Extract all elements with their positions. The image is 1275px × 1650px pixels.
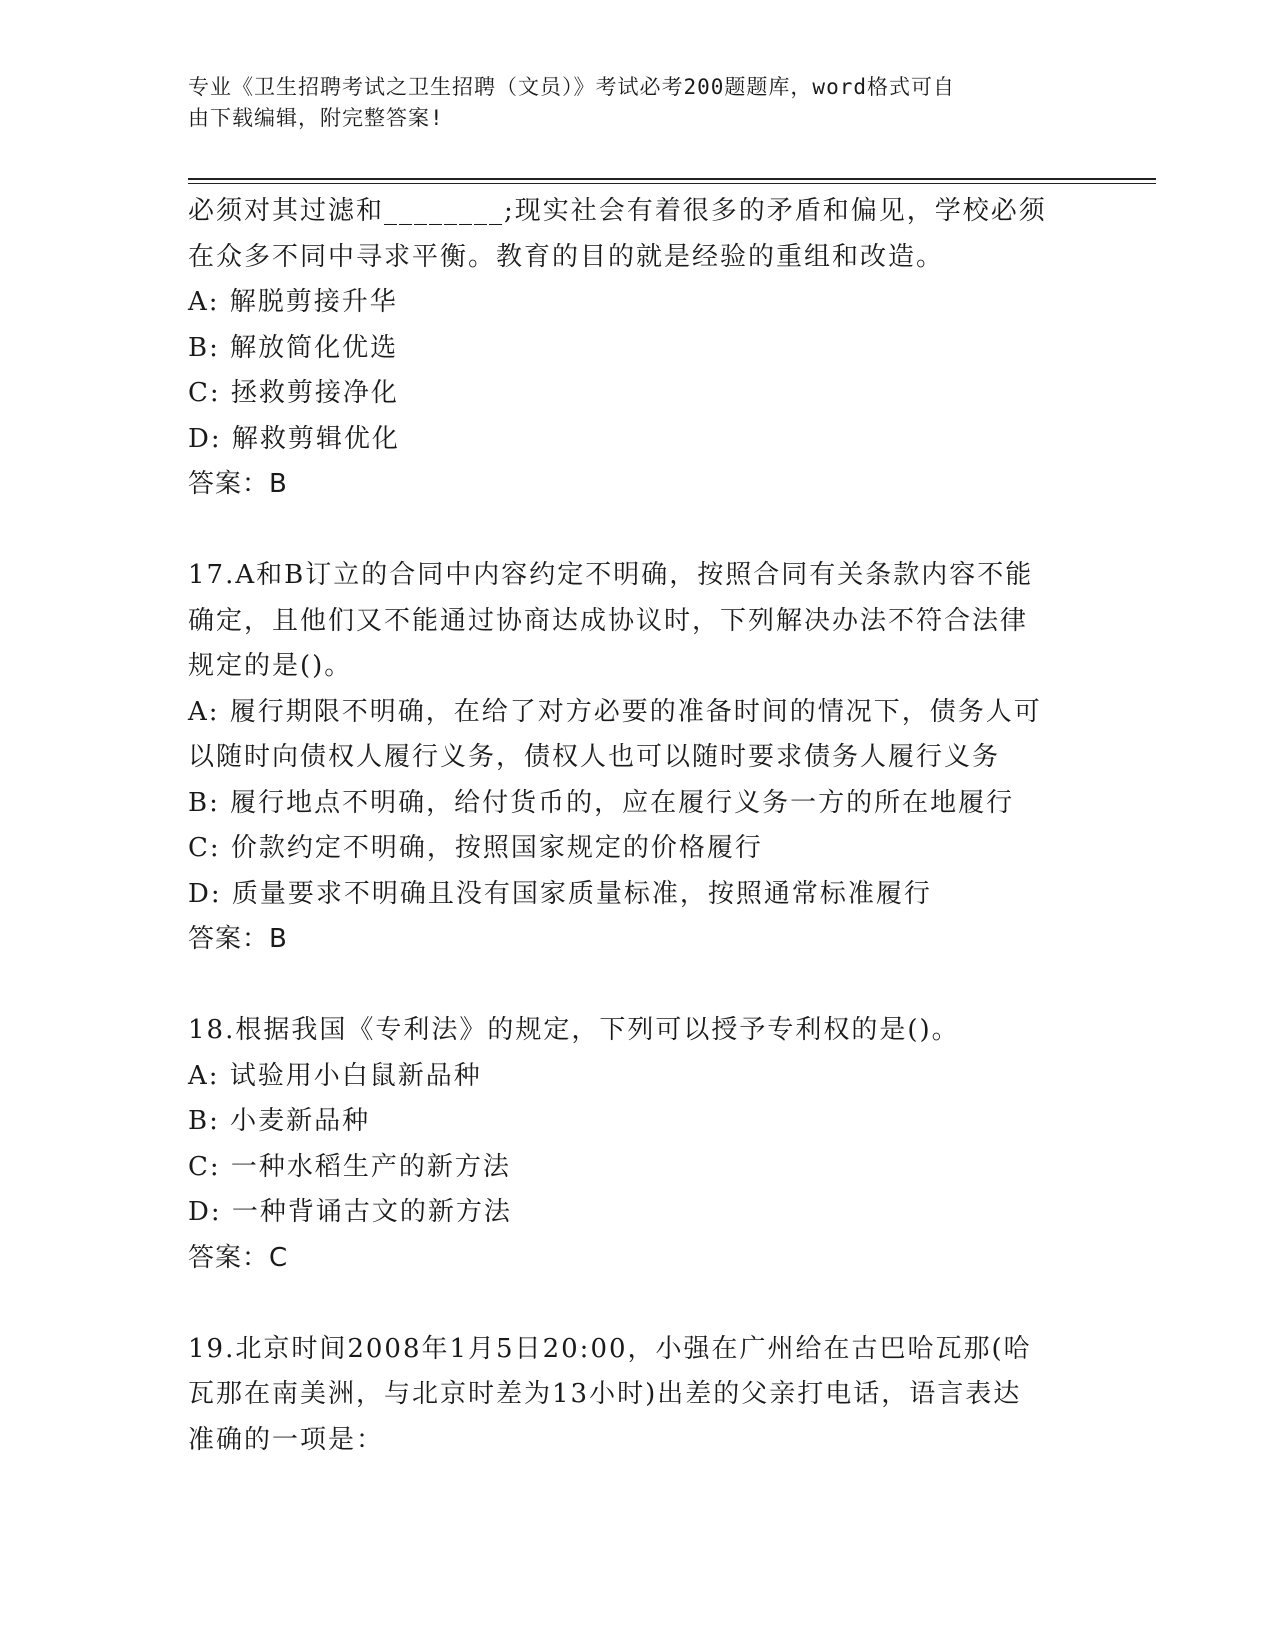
option-b: B: 解放简化优选 (188, 332, 399, 363)
option-c: C: 价款约定不明确，按照国家规定的价格履行 (188, 833, 763, 863)
header-line-1: 专业《卫生招聘考试之卫生招聘（文员）》考试必考200题题库，word格式可自 (188, 75, 955, 99)
option-b: B: 履行地点不明确，给付货币的，应在履行义务一方的所在地履行 (188, 787, 1015, 818)
option-d: D: 一种背诵古文的新方法 (188, 1197, 512, 1227)
question-19 (188, 1327, 1088, 1464)
option-c: C: 拯救剪接净化 (188, 378, 399, 408)
question-stem-line: 确定，且他们又不能通过协商达成协议时，下列解决办法不符合法律 (188, 605, 1029, 636)
answer: 答案：C (188, 1242, 289, 1273)
option-a: A: 履行期限不明确，在给了对方必要的准备时间的情况下，债务人可 (188, 696, 1042, 727)
option-b: B: 小麦新品种 (188, 1106, 371, 1136)
question-stem-line: 在众多不同中寻求平衡。教育的目的就是经验的重组和改造。 (188, 241, 945, 272)
question-stem-line: 瓦那在南美洲，与北京时差为13小时)出差的父亲打电话，语言表达 (188, 1379, 1022, 1409)
question-17 (188, 553, 1088, 963)
header-line-2: 由下载编辑，附完整答案! (188, 106, 444, 130)
question-18 (188, 1008, 1088, 1281)
option-a: A: 试验用小白鼠新品种 (188, 1060, 482, 1091)
answer: 答案：B (188, 924, 288, 954)
option-a: A: 解脱剪接升华 (188, 287, 398, 317)
document-header (188, 72, 1068, 134)
question-stem-line: 必须对其过滤和________;现实社会有着很多的矛盾和偏见，学校必须 (188, 196, 1047, 226)
option-a-continued: 以随时向债权人履行义务，债权人也可以随时要求债务人履行义务 (188, 742, 1001, 772)
question-stem-line: 准确的一项是： (188, 1424, 385, 1455)
question-stem-line: 规定的是()。 (188, 651, 353, 681)
header-rule-thick (188, 178, 1156, 180)
question-stem-line: 18.根据我国《专利法》的规定，下列可以授予专利权的是()。 (188, 1015, 960, 1045)
spacer (188, 1281, 1088, 1327)
document-body (188, 189, 1088, 1463)
question-stem-line: 19.北京时间2008年1月5日20:00，小强在广州给在古巴哈瓦那(哈 (188, 1333, 1032, 1364)
answer: 答案：B (188, 469, 288, 499)
question-stem-line: 17.A和B订立的合同中内容约定不明确，按照合同有关条款内容不能 (188, 560, 1034, 590)
option-c: C: 一种水稻生产的新方法 (188, 1151, 511, 1182)
option-d: D: 解救剪辑优化 (188, 423, 400, 454)
header-rule-thin (188, 183, 1156, 184)
spacer (188, 963, 1088, 1009)
question-16 (188, 189, 1088, 508)
spacer (188, 508, 1088, 554)
option-d: D: 质量要求不明确且没有国家质量标准，按照通常标准履行 (188, 878, 932, 909)
